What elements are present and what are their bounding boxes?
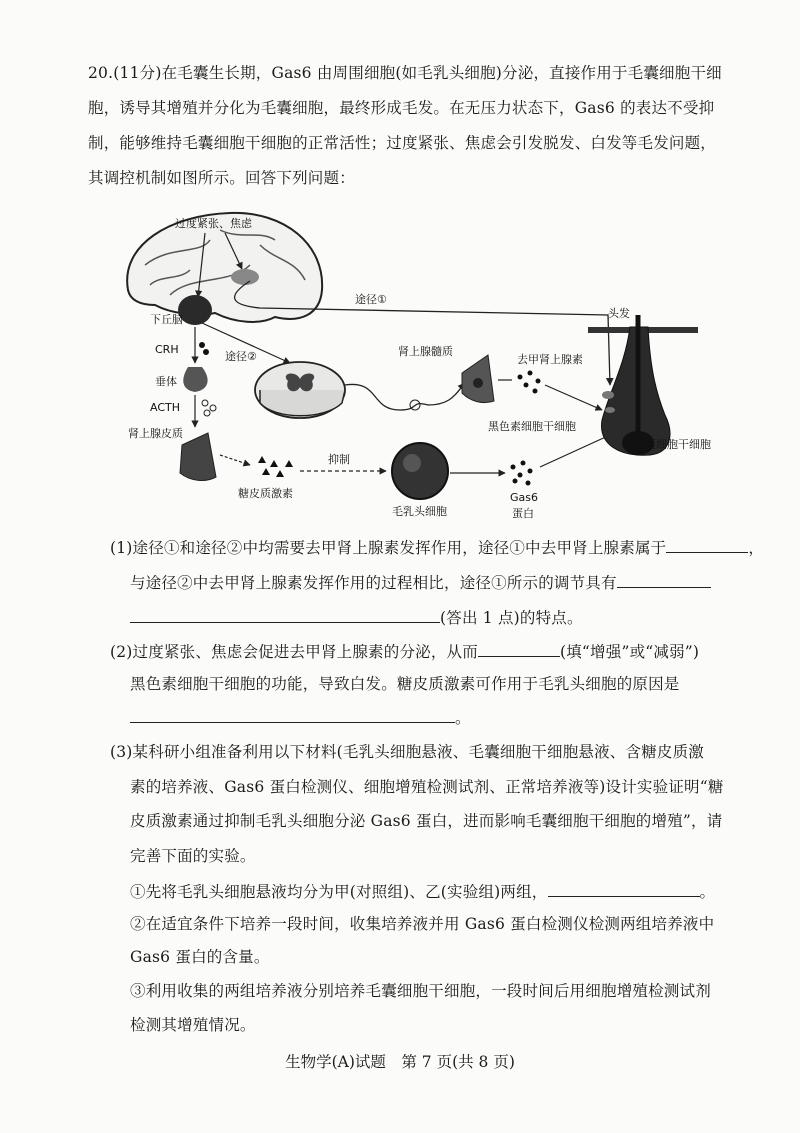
sub3-line: (3)某科研小组准备利用以下材料(毛乳头细胞悬液、毛囊细胞干细胞悬液、含糖皮质激 (110, 743, 705, 761)
sub1-text: (1)途径①和途径②中均需要去甲肾上腺素发挥作用，途径①中去甲肾上腺素属于 (110, 539, 667, 557)
answer-blank[interactable] (617, 571, 711, 588)
adrenal-gland-icon (180, 433, 216, 480)
label-stress: 过度紧张、焦虑 (175, 217, 252, 230)
sub2-line3 (130, 706, 471, 729)
sub1-text: (答出 1 点)的特点。 (440, 609, 583, 627)
intro-line: 制，能够维持毛囊细胞干细胞的正常活性；过度紧张、焦虑会引发脱发、白发等毛发问题， (88, 134, 717, 152)
sub1-line3 (130, 606, 583, 629)
hair-follicle-illustration (588, 315, 698, 455)
pituitary-icon (183, 367, 207, 392)
label-acth: ACTH (150, 401, 181, 414)
intro-line: 其调控机制如图所示。回答下列问题： (88, 169, 355, 187)
sub3-line: 完善下面的实验。 (130, 847, 256, 865)
label-glucocorticoid: 糖皮质激素 (238, 487, 293, 500)
sub2-line2: 黑色素细胞干细胞的功能，导致白发。糖皮质激素可作用于毛乳头细胞的原因是 (130, 675, 680, 693)
label-melanocyte-stem: 黑色素细胞干细胞 (488, 420, 576, 433)
label-pathway1: 途径① (355, 293, 387, 306)
sub2-line1 (110, 640, 699, 663)
label-adrenal-cortex: 肾上腺皮质 (128, 427, 183, 440)
sub2-text: 。 (455, 709, 471, 727)
question-number: 20. (88, 64, 114, 82)
sub3-step1 (130, 880, 715, 903)
label-follicle-stem: 毛囊细胞干细胞 (634, 438, 711, 451)
spinal-cord-section (255, 362, 345, 418)
sub1-punct: ， (748, 539, 765, 557)
sub3-step2-cont: Gas6 蛋白的含量。 (130, 948, 270, 966)
sub3-line: 皮质激素通过抑制毛乳头细胞分泌 Gas6 蛋白，进而影响毛囊细胞干细胞的增殖”，请 (130, 812, 723, 830)
question-score: (11分) (113, 64, 162, 82)
norepinephrine-particles (518, 371, 541, 394)
label-protein: 蛋白 (512, 507, 534, 520)
sub3-line: 素的培养液、Gas6 蛋白检测仪、细胞增殖检测试剂、正常培养液等)设计实验证明“糖 (130, 778, 724, 796)
label-adrenal-medulla: 肾上腺髓质 (398, 345, 453, 358)
label-inhibit: 抑制 (328, 453, 350, 466)
label-hair: 头发 (608, 307, 630, 320)
sub3-step3-cont: 检测其增殖情况。 (130, 1016, 256, 1034)
step1-punct: 。 (699, 883, 716, 901)
sub1-line1 (110, 536, 764, 559)
answer-blank[interactable] (666, 536, 748, 553)
question-header-line (88, 62, 722, 84)
label-hypothalamus: 下丘脑 (150, 313, 183, 326)
label-pathway2: 途径② (225, 350, 257, 363)
sub1-text: 与途径②中去甲肾上腺素发挥作用的过程相比，途径①所示的调节具有 (130, 574, 617, 592)
label-crh: CRH (155, 343, 179, 356)
sub1-line2 (130, 571, 711, 594)
intro-line: 在毛囊生长期，Gas6 由周围细胞(如毛乳头细胞)分泌，直接作用于毛囊细胞干细 (161, 64, 722, 82)
sub3-step3: ③利用收集的两组培养液分别培养毛囊细胞干细胞，一段时间后用细胞增殖检测试剂 (130, 982, 711, 1000)
glucocorticoid-particles (258, 456, 293, 477)
sub3-step2: ②在适宜条件下培养一段时间，收集培养液并用 Gas6 蛋白检测仪检测两组培养液中 (130, 915, 715, 933)
step1-text: ①先将毛乳头细胞悬液均分为甲(对照组)、乙(实验组)两组， (130, 883, 548, 901)
intro-line: 胞，诱导其增殖并分化为毛囊细胞，最终形成毛发。在无压力状态下，Gas6 的表达不受抑 (88, 99, 715, 117)
label-gas6: Gas6 (510, 491, 538, 504)
brainstem-nucleus (231, 269, 259, 285)
dermal-papilla-cell (392, 443, 448, 499)
label-pituitary: 垂体 (155, 375, 177, 388)
label-norepinephrine: 去甲肾上腺素 (517, 353, 583, 366)
answer-blank[interactable] (130, 706, 455, 723)
label-dermal-papilla: 毛乳头细胞 (392, 505, 447, 518)
gas6-particles (511, 461, 533, 486)
sub2-text: (填“增强”或“减弱”) (559, 643, 700, 661)
page-footer: 生物学(A)试题 第 7 页(共 8 页) (285, 1053, 515, 1071)
sub2-text: (2)过度紧张、焦虑会促进去甲肾上腺素的分泌，从而 (110, 643, 478, 661)
hypothalamus-region (178, 295, 212, 325)
answer-blank[interactable] (478, 640, 560, 657)
answer-blank[interactable] (130, 606, 440, 623)
regulation-diagram (110, 205, 730, 525)
answer-blank[interactable] (548, 880, 700, 897)
